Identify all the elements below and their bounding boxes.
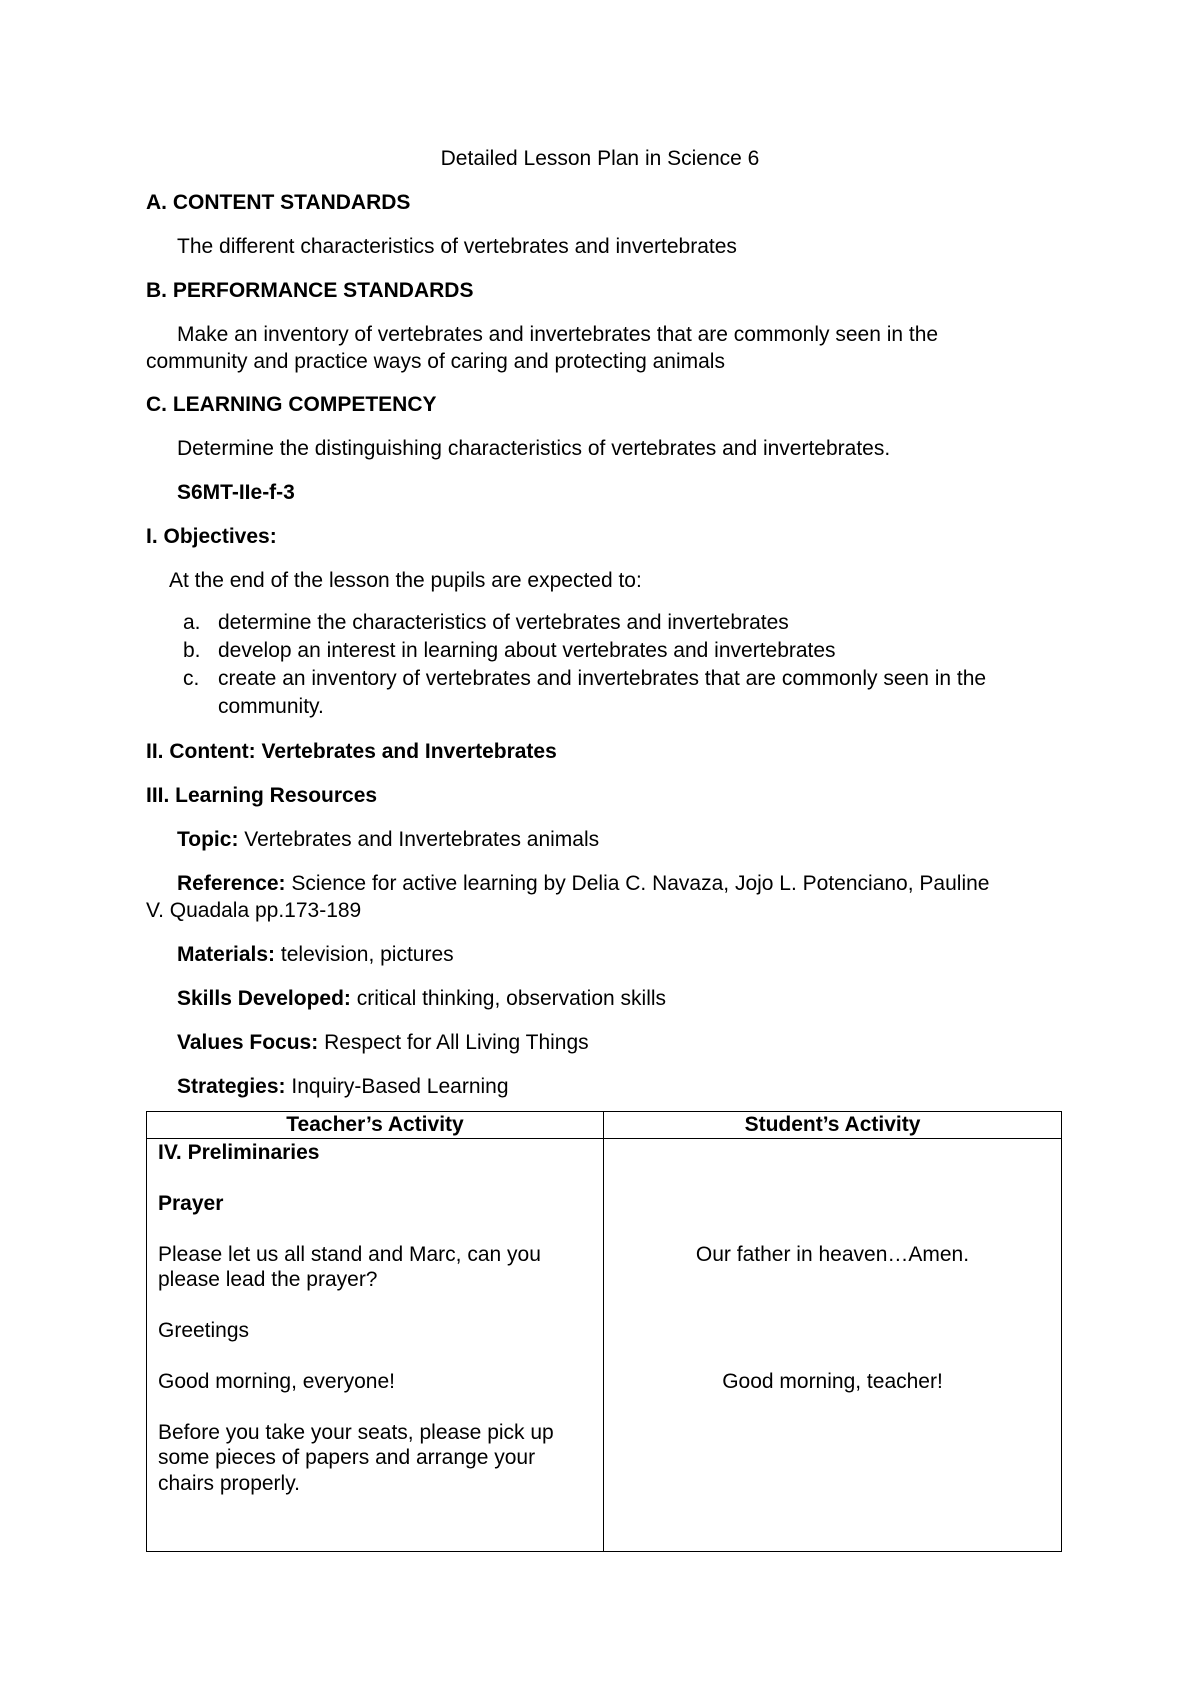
performance-standards-line2: community and practice ways of caring and protecting animals	[146, 350, 725, 373]
values-line	[177, 1030, 589, 1055]
table-header-row	[147, 1112, 1062, 1139]
student-activity-cell	[604, 1139, 1062, 1552]
list-marker: a.	[183, 611, 201, 634]
seats-instruction-line3: chairs properly.	[158, 1472, 300, 1495]
page-title: Detailed Lesson Plan in Science 6	[440, 147, 760, 170]
objective-text: determine the characteristics of vertebrates and invertebrates	[218, 611, 789, 634]
teacher-activity-header: Teacher’s Activity	[147, 1112, 604, 1139]
prayer-heading: Prayer	[158, 1192, 224, 1215]
skills-value: critical thinking, observation skills	[356, 987, 667, 1010]
performance-standards-line1: Make an inventory of vertebrates and invertebrates that are commonly seen in the	[177, 323, 939, 346]
student-prayer-response: Our father in heaven…Amen.	[695, 1243, 970, 1266]
teacher-activity-cell	[147, 1139, 604, 1552]
values-value: Respect for All Living Things	[324, 1031, 589, 1054]
content-heading: II. Content: Vertebrates and Invertebrates	[146, 740, 557, 763]
table-row	[147, 1139, 1062, 1552]
learning-resources-heading: III. Learning Resources	[146, 784, 378, 807]
prayer-instruction-line1: Please let us all stand and Marc, can you	[158, 1243, 541, 1266]
skills-line	[177, 986, 666, 1011]
skills-label: Skills Developed:	[177, 987, 351, 1010]
reference-line	[177, 871, 989, 896]
seats-instruction-line2: some pieces of papers and arrange your	[158, 1446, 536, 1469]
objective-text: create an inventory of vertebrates and invertebrates that are commonly seen in the	[218, 667, 987, 690]
student-activity-header: Student’s Activity	[604, 1112, 1062, 1139]
greetings-heading: Greetings	[158, 1319, 250, 1342]
materials-line	[177, 942, 454, 967]
materials-value: television, pictures	[280, 943, 454, 966]
topic-label: Topic:	[177, 828, 239, 851]
competency-code: S6MT-IIe-f-3	[177, 481, 295, 504]
topic-line	[177, 827, 599, 852]
prayer-instruction-line2: please lead the prayer?	[158, 1268, 378, 1291]
student-greeting-response: Good morning, teacher!	[722, 1370, 943, 1393]
reference-label: Reference:	[177, 872, 286, 895]
list-marker: c.	[183, 667, 200, 690]
objective-text: develop an interest in learning about vertebrates and invertebrates	[218, 639, 836, 662]
reference-value: Science for active learning by Delia C. Navaza, Jojo L. Potenciano, Pauline	[291, 872, 990, 895]
topic-value: Vertebrates and Invertebrates animals	[244, 828, 600, 851]
learning-competency-heading: C. LEARNING COMPETENCY	[146, 393, 437, 416]
objective-text: community.	[218, 695, 324, 718]
strategies-label: Strategies:	[177, 1075, 286, 1098]
strategies-value: Inquiry-Based Learning	[291, 1075, 509, 1098]
content-standards-text: The different characteristics of vertebrates and invertebrates	[177, 235, 737, 258]
strategies-line	[177, 1074, 509, 1099]
teacher-greeting: Good morning, everyone!	[158, 1370, 395, 1393]
preliminaries-heading: IV. Preliminaries	[158, 1141, 320, 1164]
performance-standards-heading: B. PERFORMANCE STANDARDS	[146, 279, 474, 302]
objectives-heading: I. Objectives:	[146, 525, 277, 548]
reference-line-continued: V. Quadala pp.173-189	[146, 899, 362, 922]
learning-competency-text: Determine the distinguishing characteristics of vertebrates and invertebrates.	[177, 437, 891, 460]
content-standards-heading: A. CONTENT STANDARDS	[146, 191, 411, 214]
list-marker: b.	[183, 639, 201, 662]
values-label: Values Focus:	[177, 1031, 319, 1054]
objectives-intro: At the end of the lesson the pupils are expected to:	[169, 569, 642, 592]
materials-label: Materials:	[177, 943, 276, 966]
seats-instruction-line1: Before you take your seats, please pick up	[158, 1421, 554, 1444]
activity-table	[146, 1111, 1062, 1552]
